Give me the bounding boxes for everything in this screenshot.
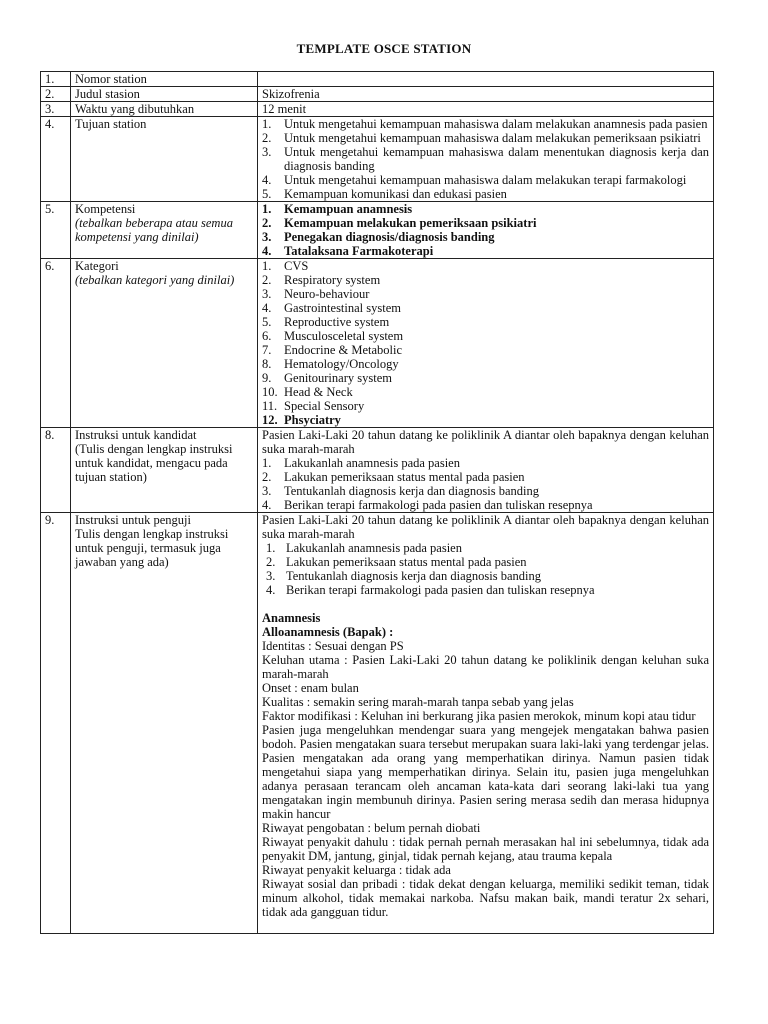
row-label-text: Instruksi untuk penguji: [75, 513, 191, 527]
list-item-selected: 12. Phsyciatry: [262, 413, 341, 427]
row-number: 8.: [41, 428, 71, 513]
list-item: 1. CVS: [262, 259, 309, 273]
list-item: 3. Penegakan diagnosis/diagnosis banding: [262, 230, 495, 244]
paragraph: Keluhan utama : Pasien Laki-Laki 20 tahun datang ke poliklinik dengan keluhan suka marah-marah: [262, 653, 709, 681]
list-item: 2. Respiratory system: [262, 273, 381, 287]
row-number: 6.: [41, 259, 71, 428]
list-item: 4. Untuk mengetahui kemampuan mahasiswa dalam melakukan terapi farmakologi: [262, 173, 687, 187]
paragraph: Identitas : Sesuai dengan PS: [262, 639, 404, 653]
subsection-heading: Alloanamnesis (Bapak) :: [262, 625, 394, 639]
list-item: 1. Lakukanlah anamnesis pada pasien: [262, 456, 460, 470]
row-label-text: Kategori: [75, 259, 119, 273]
table-row: [41, 117, 714, 202]
list-item: 10. Head & Neck: [262, 385, 353, 399]
row-label-hint: (tebalkan kategori yang dinilai): [75, 273, 235, 287]
paragraph: Onset : enam bulan: [262, 681, 359, 695]
list-item: 2. Lakukan pemeriksaan status mental pada pasien: [262, 470, 525, 484]
paragraph: Riwayat pengobatan : belum pernah diobati: [262, 821, 481, 835]
objective-list: [262, 117, 709, 201]
row-label-hint: (Tulis dengan lengkap instruksi untuk kandidat, mengacu pada tujuan station): [75, 442, 233, 484]
row-value: [258, 513, 714, 934]
list-item: 1. Untuk mengetahui kemampuan mahasiswa dalam melakukan anamnesis pada pasien: [262, 117, 708, 131]
list-item: 5. Kemampuan komunikasi dan edukasi pasien: [262, 187, 507, 201]
list-item: 1. Kemampuan anamnesis: [262, 202, 413, 216]
table-row: [41, 72, 714, 87]
competency-list: [262, 202, 709, 258]
row-number: 4.: [41, 117, 71, 202]
examiner-instruction-list: [262, 541, 709, 597]
paragraph: Faktor modifikasi : Keluhan ini berkurang jika pasien merokok, minum kopi atau tidur: [262, 709, 696, 723]
row-label: Tujuan station: [71, 117, 258, 202]
row-label-hint: Tulis dengan lengkap instruksi untuk penguji, termasuk juga jawaban yang ada): [75, 527, 229, 569]
list-item: 3. Neuro-behaviour: [262, 287, 370, 301]
case-intro: Pasien Laki-Laki 20 tahun datang ke poliklinik A diantar oleh bapaknya dengan keluhan suka marah-marah: [262, 513, 709, 541]
row-value: 12 menit: [258, 102, 714, 117]
page-title: TEMPLATE OSCE STATION: [296, 41, 472, 56]
row-label: Nomor station: [71, 72, 258, 87]
row-value: [258, 259, 714, 428]
row-label: Judul stasion: [71, 87, 258, 102]
list-item: 3. Tentukanlah diagnosis kerja dan diagnosis banding: [266, 569, 541, 583]
list-item: 3. Untuk mengetahui kemampuan mahasiswa dalam menentukan diagnosis kerja dan diagnosis banding: [262, 145, 709, 173]
list-item: 4. Gastrointestinal system: [262, 301, 401, 315]
table-row: [41, 202, 714, 259]
list-item: 1. Lakukanlah anamnesis pada pasien: [266, 541, 462, 555]
list-item: 4. Tatalaksana Farmakoterapi: [262, 244, 434, 258]
table-row: [41, 428, 714, 513]
row-label: [71, 513, 258, 934]
row-value: [258, 428, 714, 513]
row-value: [258, 72, 714, 87]
candidate-instruction-list: [262, 456, 709, 512]
row-number: 1.: [41, 72, 71, 87]
row-label-hint: (tebalkan beberapa atau semua kompetensi yang dinilai): [75, 216, 233, 244]
list-item: 2. Kemampuan melakukan pemeriksaan psikiatri: [262, 216, 537, 230]
list-item: 6. Musculosceletal system: [262, 329, 404, 343]
list-item: 8. Hematology/Oncology: [262, 357, 399, 371]
paragraph: Riwayat penyakit keluarga : tidak ada: [262, 863, 451, 877]
list-item: 4. Berikan terapi farmakologi pada pasien dan tuliskan resepnya: [262, 498, 593, 512]
row-label: Waktu yang dibutuhkan: [71, 102, 258, 117]
list-item: 2. Untuk mengetahui kemampuan mahasiswa dalam melakukan pemeriksaan psikiatri: [262, 131, 701, 145]
table-row: [41, 102, 714, 117]
row-label-text: Instruksi untuk kandidat: [75, 428, 197, 442]
paragraph: Kualitas : semakin sering marah-marah tanpa sebab yang jelas: [262, 695, 574, 709]
row-number: 2.: [41, 87, 71, 102]
row-label: [71, 259, 258, 428]
row-number: 3.: [41, 102, 71, 117]
list-item: 2. Lakukan pemeriksaan status mental pada pasien: [266, 555, 527, 569]
table-row: [41, 259, 714, 428]
row-label: [71, 202, 258, 259]
row-label-text: Kompetensi: [75, 202, 136, 216]
row-number: 9.: [41, 513, 71, 934]
list-item: 5. Reproductive system: [262, 315, 390, 329]
list-item: 11. Special Sensory: [262, 399, 365, 413]
paragraph: Pasien juga mengeluhkan mendengar suara yang mengejek mengatakan bahwa pasien bodoh. Pasien mengatakan suara tersebut merupakan suara laki-laki yang terdengar jelas. Pasien mengatakan ada orang yang memperhatikan dirinya. Namun pasien tidak mengetahui siapa yang memperhatikan dirinya. Selain itu, pasien juga mengeluhkan adanya perasaan terancam oleh ancaman kata-kata dari seorang laki-laki tua yang mengatakan ingin membunuh dirinya. Pasien sering merasa sedih dan merasa hidupnya makin hancur: [262, 723, 709, 821]
section-heading: Anamnesis: [262, 611, 321, 625]
paragraph: Riwayat sosial dan pribadi : tidak dekat dengan keluarga, memiliki sedikit teman, tidak minum alkohol, tidak memakai narkoba. Nafsu makan baik, mandi teratur 2x sehari, tidak ada gangguan tidur.: [262, 877, 709, 919]
list-item: 3. Tentukanlah diagnosis kerja dan diagnosis banding: [262, 484, 539, 498]
list-item: 9. Genitourinary system: [262, 371, 392, 385]
list-item: 7. Endocrine & Metabolic: [262, 343, 403, 357]
case-intro: Pasien Laki-Laki 20 tahun datang ke poliklinik A diantar oleh bapaknya dengan keluhan suka marah-marah: [262, 428, 709, 456]
row-label: [71, 428, 258, 513]
paragraph: Riwayat penyakit dahulu : tidak pernah pernah merasakan hal ini sebelumnya, tidak ada penyakit DM, jantung, ginjal, tidak pernah kejang, atau trauma kepala: [262, 835, 709, 863]
row-number: 5.: [41, 202, 71, 259]
row-value: [258, 202, 714, 259]
osce-table: [40, 71, 714, 934]
table-row: [41, 87, 714, 102]
row-value: Skizofrenia: [258, 87, 714, 102]
row-value: [258, 117, 714, 202]
category-list: [262, 259, 709, 427]
table-row: [41, 513, 714, 934]
list-item: 4. Berikan terapi farmakologi pada pasien dan tuliskan resepnya: [266, 583, 595, 597]
